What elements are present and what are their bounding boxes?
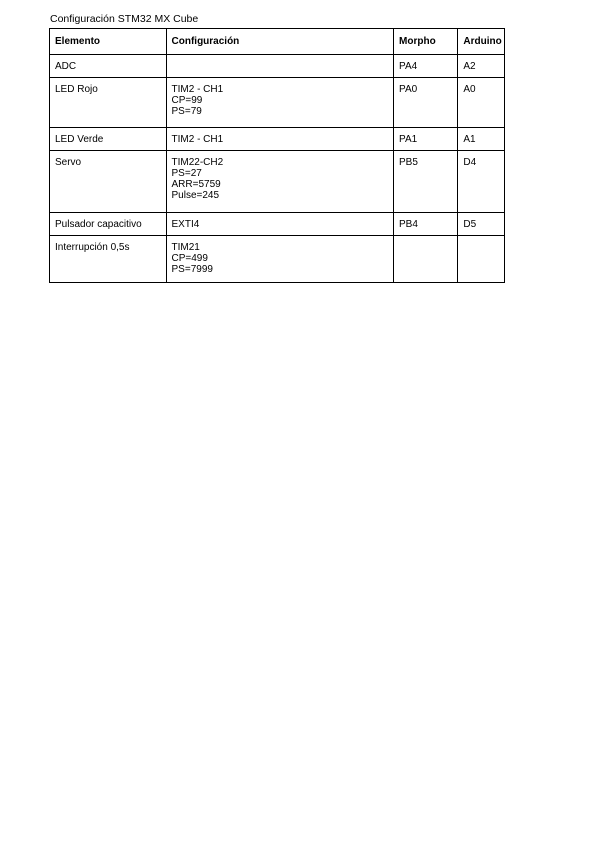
config-line: PS=27 — [171, 168, 202, 179]
table-row — [50, 151, 505, 213]
config-line: EXTI4 — [171, 219, 200, 230]
cell-morpho: PB5 — [394, 151, 458, 213]
config-line: PS=7999 — [171, 264, 213, 275]
cell-configuracion — [166, 78, 394, 128]
table-row — [50, 236, 505, 283]
header-configuracion: Configuración — [166, 29, 394, 55]
cell-elemento: LED Verde — [50, 128, 167, 151]
cell-arduino — [458, 236, 505, 283]
cell-elemento: Interrupción 0,5s — [50, 236, 167, 283]
header-morpho: Morpho — [394, 29, 458, 55]
cell-morpho: PA1 — [394, 128, 458, 151]
config-line: TIM22-CH2 — [171, 157, 224, 168]
cell-configuracion — [166, 128, 394, 151]
cell-arduino: A0 — [458, 78, 505, 128]
cell-arduino: A2 — [458, 55, 505, 78]
table-row — [50, 128, 505, 151]
config-line: PS=79 — [171, 106, 202, 117]
cell-arduino: A1 — [458, 128, 505, 151]
cell-morpho: PA4 — [394, 55, 458, 78]
cell-elemento: LED Rojo — [50, 78, 167, 128]
page-title: Configuración STM32 MX Cube — [50, 13, 199, 25]
cell-arduino: D4 — [458, 151, 505, 213]
config-line: CP=499 — [171, 253, 208, 264]
cell-morpho — [394, 236, 458, 283]
cell-elemento: ADC — [50, 55, 167, 78]
config-table — [49, 28, 505, 283]
config-line: ARR=5759 — [171, 179, 221, 190]
cell-configuracion — [166, 236, 394, 283]
cell-configuracion — [166, 213, 394, 236]
cell-arduino: D5 — [458, 213, 505, 236]
cell-elemento: Servo — [50, 151, 167, 213]
config-line: TIM21 — [171, 242, 200, 253]
config-line: Pulse=245 — [171, 190, 220, 201]
table-row — [50, 55, 505, 78]
config-line: TIM2 - CH1 — [171, 134, 224, 145]
table-header-row — [50, 29, 505, 55]
config-line: TIM2 - CH1 — [171, 84, 224, 95]
cell-configuracion — [166, 55, 394, 78]
config-line: CP=99 — [171, 95, 203, 106]
table-row — [50, 213, 505, 236]
cell-elemento: Pulsador capacitivo — [50, 213, 167, 236]
cell-morpho: PB4 — [394, 213, 458, 236]
table-row — [50, 78, 505, 128]
cell-configuracion — [166, 151, 394, 213]
header-elemento: Elemento — [50, 29, 167, 55]
header-arduino: Arduino — [458, 29, 505, 55]
cell-morpho: PA0 — [394, 78, 458, 128]
